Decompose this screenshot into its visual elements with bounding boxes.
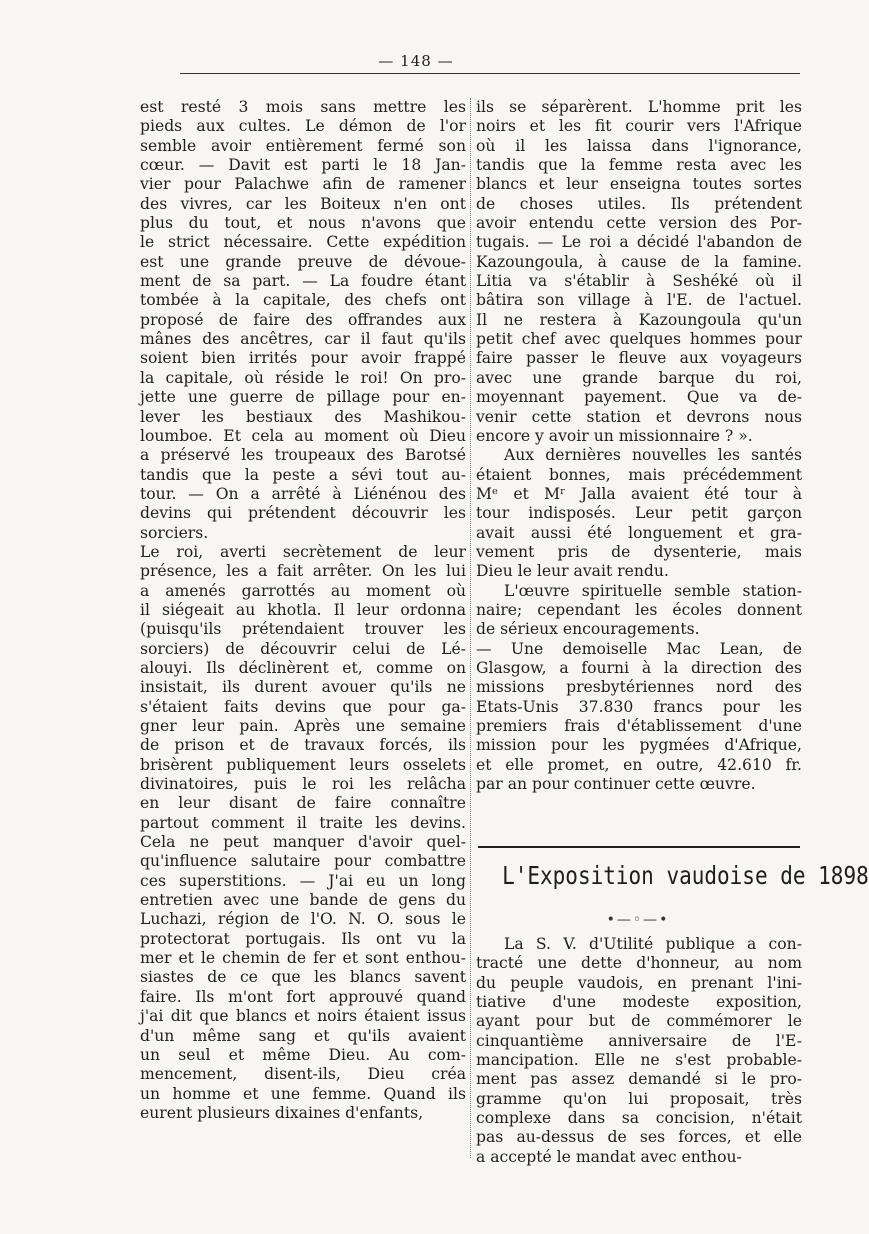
text-line: Cela ne peut manquer d'avoir quel- bbox=[140, 833, 466, 852]
text-line: encore y avoir un missionnaire ? ». bbox=[476, 426, 753, 445]
text-line: devins qui prétendent découvrir les bbox=[140, 504, 466, 523]
text-line: partout comment il traite les devins. bbox=[140, 813, 466, 832]
text-line: La S. V. d'Utilité publique a con- bbox=[504, 935, 802, 953]
text-line: Litia va s'établir à Seshéké où il bbox=[476, 272, 802, 291]
text-line: tombée à la capitale, des chefs ont bbox=[140, 291, 466, 310]
section-title: L'Exposition vaudoise de 1898 bbox=[502, 861, 869, 890]
text-line: plus du tout, et nous n'avons que bbox=[140, 214, 466, 233]
text-line: tour indisposés. Leur petit garçon bbox=[476, 504, 802, 523]
text-line: mânes des ancêtres, car il faut qu'ils bbox=[140, 330, 466, 349]
text-line: et elle promet, en outre, 42.610 fr. bbox=[476, 755, 802, 774]
text-line: Glasgow, a fourni à la direction des bbox=[476, 658, 802, 677]
text-line: présence, les a fait arrêter. On les lui bbox=[140, 562, 466, 581]
text-line: de prison et de travaux forcés, ils bbox=[140, 736, 466, 755]
text-line: est resté 3 mois sans mettre les bbox=[140, 98, 466, 116]
text-line: lever les bestiaux des Mashikou- bbox=[140, 407, 466, 426]
right-column bbox=[476, 98, 802, 794]
text-line: faire. Ils m'ont fort approuvé quand bbox=[140, 987, 466, 1006]
text-line: premiers frais d'établissement d'une bbox=[476, 717, 802, 735]
text-line: a amenés garrottés au moment où bbox=[140, 581, 466, 600]
text-line: j'ai dit que blancs et noirs étaient issus bbox=[140, 1007, 466, 1026]
text-line: Mᵉ et Mʳ Jalla avaient été tour à bbox=[476, 484, 802, 503]
text-line: ces superstitions. — J'ai eu un long bbox=[140, 871, 466, 890]
text-line: faire passer le fleuve aux voyageurs bbox=[476, 349, 802, 368]
header-rule bbox=[180, 73, 800, 74]
text-line: protectorat portugais. Ils ont vu la bbox=[140, 929, 466, 948]
text-line: Luchazi, région de l'O. N. O. sous le bbox=[140, 910, 466, 929]
text-line: s'étaient faits devins que pour ga- bbox=[140, 697, 466, 716]
text-line: sorciers) de découvrir celui de Lé- bbox=[140, 639, 466, 658]
text-line: tandis que la peste a sévi tout au- bbox=[140, 465, 466, 484]
text-line: moyennant payement. Que va de- bbox=[476, 388, 802, 407]
text-line: loumboe. Et cela au moment où Dieu bbox=[140, 426, 466, 445]
text-line: de sérieux encouragements. bbox=[476, 620, 700, 639]
ornament: •—◦—• bbox=[606, 912, 670, 928]
text-line: pieds aux cultes. Le démon de l'or bbox=[140, 117, 466, 136]
text-line: semble avoir entièrement fermé son bbox=[140, 136, 466, 155]
text-line: siastes de ce que les blancs savent bbox=[140, 968, 466, 987]
text-line: Il ne restera à Kazoungoula qu'un bbox=[476, 310, 802, 329]
text-line: a préservé les troupeaux des Barotsé bbox=[140, 446, 466, 465]
text-line: eurent plusieurs dixaines d'enfants, bbox=[140, 1103, 424, 1122]
text-line: entretien avec une bande de gens du bbox=[140, 891, 466, 910]
text-line: missions presbytériennes nord des bbox=[476, 678, 802, 697]
text-line: cœur. — Davit est parti le 18 Jan- bbox=[140, 156, 466, 175]
text-line: mer et le chemin de fer et sont enthou- bbox=[140, 949, 466, 968]
text-line: complexe dans sa concision, n'était bbox=[476, 1109, 802, 1128]
text-line: pas au-dessus de ses forces, et elle bbox=[476, 1128, 802, 1147]
text-line: avoir entendu cette version des Por- bbox=[476, 214, 802, 233]
text-line: est une grande preuve de dévoue- bbox=[140, 252, 466, 271]
text-line: d'un même sang et qu'ils avaient bbox=[140, 1026, 466, 1045]
text-line: cinquantième anniversaire de l'E- bbox=[476, 1031, 802, 1050]
text-line: Etats-Unis 37.830 francs pour les bbox=[476, 697, 802, 716]
text-line: Kazoungoula, à cause de la famine. bbox=[476, 252, 802, 271]
text-line: mission pour les pygmées d'Afrique, bbox=[476, 736, 802, 755]
text-line: insistait, ils durent avouer qu'ils ne bbox=[140, 678, 466, 697]
text-line: gner leur pain. Après une semaine bbox=[140, 717, 466, 735]
text-line: petit chef avec quelques hommes pour bbox=[476, 330, 802, 349]
text-line: la capitale, où réside le roi! On pro- bbox=[140, 368, 466, 387]
text-line: — Une demoiselle Mac Lean, de bbox=[476, 639, 802, 658]
text-line: vier pour Palachwe afin de ramener bbox=[140, 175, 466, 194]
text-line: ayant pour but de commémorer le bbox=[476, 1012, 802, 1031]
text-line: un homme et une femme. Quand ils bbox=[140, 1084, 466, 1103]
text-line: de choses utiles. Ils prétendent bbox=[476, 194, 802, 213]
text-line: tracté une dette d'honneur, au nom bbox=[476, 954, 802, 973]
text-line: noirs et les fit courir vers l'Afrique bbox=[476, 117, 802, 136]
page-number: — 148 — bbox=[378, 52, 454, 70]
text-line: brisèrent publiquement leurs osselets bbox=[140, 755, 466, 774]
text-line: sorciers. bbox=[140, 523, 209, 542]
text-line: en leur disant de faire connaître bbox=[140, 794, 466, 813]
text-line: tour. — On a arrêté à Liénénou des bbox=[140, 484, 466, 503]
text-line: vement pris de dysenterie, mais bbox=[476, 542, 802, 561]
text-line: a accepté le mandat avec enthou- bbox=[476, 1147, 742, 1166]
text-line: (puisqu'ils prétendaient trouver les bbox=[140, 620, 466, 639]
text-line: étaient bonnes, mais précédemment bbox=[476, 465, 802, 484]
section-body bbox=[476, 935, 802, 1167]
text-line: avec une grande barque du roi, bbox=[476, 368, 802, 387]
text-line: soient bien irrités pour avoir frappé bbox=[140, 349, 466, 368]
text-line: où il les laissa dans l'ignorance, bbox=[476, 136, 802, 155]
text-line: il siégeait au khotla. Il leur ordonna bbox=[140, 600, 466, 619]
text-line: ils se séparèrent. L'homme prit les bbox=[476, 98, 802, 116]
text-line: Dieu le leur avait rendu. bbox=[476, 562, 669, 581]
text-line: un seul et même Dieu. Au com- bbox=[140, 1045, 466, 1064]
text-line: mencement, disent-ils, Dieu créa bbox=[140, 1065, 466, 1084]
column-divider bbox=[470, 98, 471, 1158]
text-line: divinatoires, puis le roi les relâcha bbox=[140, 775, 466, 794]
text-line: proposé de faire des offrandes aux bbox=[140, 310, 466, 329]
text-line: naire; cependant les écoles donnent bbox=[476, 600, 802, 619]
text-line: tiative d'une modeste exposition, bbox=[476, 993, 802, 1012]
text-line: jette une guerre de pillage pour en- bbox=[140, 388, 466, 407]
text-line: mancipation. Elle ne s'est probable- bbox=[476, 1051, 802, 1070]
text-line: venir cette station et devrons nous bbox=[476, 407, 802, 426]
text-line: Le roi, averti secrètement de leur bbox=[140, 542, 466, 561]
text-line: gramme qu'on lui proposait, très bbox=[476, 1089, 802, 1108]
text-line: Aux dernières nouvelles les santés bbox=[504, 446, 802, 465]
text-line: des vivres, car les Boiteux n'en ont bbox=[140, 194, 466, 213]
text-line: bâtira son village à l'E. de l'actuel. bbox=[476, 291, 802, 310]
text-line: tugais. — Le roi a décidé l'abandon de bbox=[476, 233, 802, 252]
text-line: du peuple vaudois, en prenant l'ini- bbox=[476, 973, 802, 992]
text-line: blancs et leur enseigna toutes sortes bbox=[476, 175, 802, 194]
text-line: alouyi. Ils déclinèrent et, comme on bbox=[140, 658, 466, 677]
text-line: tandis que la femme resta avec les bbox=[476, 156, 802, 175]
text-line: avait aussi été longuement et gra- bbox=[476, 523, 802, 542]
left-column bbox=[140, 98, 466, 1123]
text-line: ment pas assez demandé si le pro- bbox=[476, 1070, 802, 1089]
text-line: qu'influence salutaire pour combattre bbox=[140, 852, 466, 871]
text-line: par an pour continuer cette œuvre. bbox=[476, 775, 756, 794]
text-line: L'œuvre spirituelle semble station- bbox=[504, 581, 802, 600]
text-line: le strict nécessaire. Cette expédition bbox=[140, 233, 466, 252]
text-line: ment de sa part. — La foudre étant bbox=[140, 272, 466, 291]
section-rule bbox=[478, 846, 800, 848]
